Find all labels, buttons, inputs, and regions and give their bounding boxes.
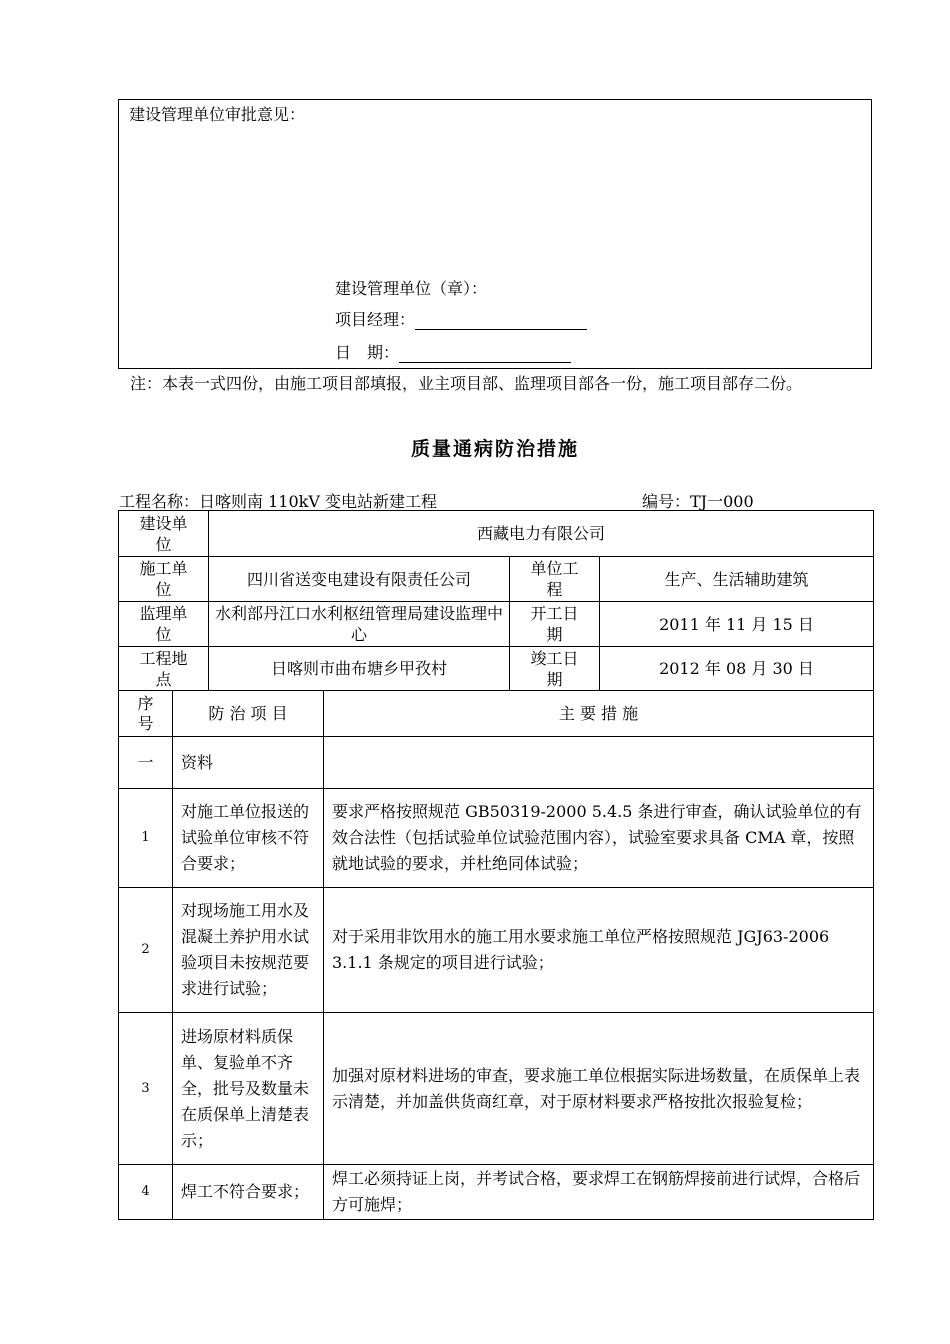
seal-label: 建设管理单位（章）：: [335, 279, 488, 298]
project-name: 工程名称：日喀则南 110kV 变电站新建工程: [119, 492, 437, 511]
date-line: [335, 340, 571, 363]
row-number: 2: [119, 888, 173, 1013]
owner-value: 西藏电力有限公司: [209, 511, 874, 557]
approval-box: [118, 99, 872, 369]
date-signature-field[interactable]: [399, 344, 571, 363]
unit-project-label: 单位工程: [510, 557, 600, 602]
table-row: [119, 1165, 874, 1220]
site-label: 工程地点: [119, 647, 209, 691]
row-measure: 加强对原材料进场的审查，要求施工单位根据实际进场数量，在质保单上表示清楚，并加盖供货商红章，对于原材料要求严格按批次报验复检；: [324, 1013, 874, 1165]
table-row: [119, 789, 874, 888]
serial-number: 编号：TJ一000: [642, 492, 754, 511]
form-note: 注：本表一式四份，由施工项目部填报，业主项目部、监理项目部各一份，施工项目部存二份。: [130, 374, 803, 393]
section-measure: [324, 737, 874, 789]
contractor-label: 施工单位: [119, 557, 209, 602]
col-measure-header: 主 要 措 施: [324, 691, 874, 737]
end-date-value: 2012 年 08 月 30 日: [600, 647, 874, 691]
project-info-table: [118, 510, 874, 691]
section-name: 资料: [173, 737, 324, 789]
row-measure: 要求严格按照规范 GB50319-2000 5.4.5 条进行审查，确认试验单位的有效合法性（包括试验单位试验范围内容），试验室要求具备 CMA 章，按照就地试验的要求，并杜绝同体试验；: [324, 789, 874, 888]
project-manager-signature-field[interactable]: [415, 311, 587, 330]
row-number: 1: [119, 789, 173, 888]
row-item: 对施工单位报送的试验单位审核不符合要求；: [173, 789, 324, 888]
measures-table: [118, 690, 874, 1220]
site-value: 日喀则市曲布塘乡甲孜村: [209, 647, 510, 691]
row-number: 3: [119, 1013, 173, 1165]
start-date-value: 2011 年 11 月 15 日: [600, 602, 874, 647]
start-date-label: 开工日期: [510, 602, 600, 647]
supervisor-label: 监理单位: [119, 602, 209, 647]
owner-label: 建设单位: [119, 511, 209, 557]
table-row: [119, 1013, 874, 1165]
end-date-label: 竣工日期: [510, 647, 600, 691]
contractor-value: 四川省送变电建设有限责任公司: [209, 557, 510, 602]
row-item: 焊工不符合要求；: [173, 1165, 324, 1220]
row-number: 4: [119, 1165, 173, 1220]
project-manager-line: [335, 307, 587, 330]
section-number: 一: [119, 737, 173, 789]
date-label: 日 期：: [335, 343, 400, 362]
approval-title: 建设管理单位审批意见：: [129, 105, 306, 124]
row-measure: 焊工必须持证上岗，并考试合格，要求焊工在钢筋焊接前进行试焊，合格后方可施焊；: [324, 1165, 874, 1220]
unit-project-value: 生产、生活辅助建筑: [600, 557, 874, 602]
row-item: 对现场施工用水及混凝土养护用水试验项目未按规范要求进行试验；: [173, 888, 324, 1013]
supervisor-value: 水利部丹江口水利枢纽管理局建设监理中心: [209, 602, 510, 647]
row-measure: 对于采用非饮用水的施工用水要求施工单位严格按照规范 JGJ63-2006 3.1.1 条规定的项目进行试验；: [324, 888, 874, 1013]
document-title: 质量通病防治措施: [410, 438, 579, 460]
row-item: 进场原材料质保单、复验单不齐全，批号及数量未在质保单上清楚表示；: [173, 1013, 324, 1165]
col-item-header: 防 治 项 目: [173, 691, 324, 737]
project-manager-label: 项目经理：: [335, 310, 416, 329]
col-no-header: 序号: [119, 691, 173, 737]
table-row: [119, 888, 874, 1013]
